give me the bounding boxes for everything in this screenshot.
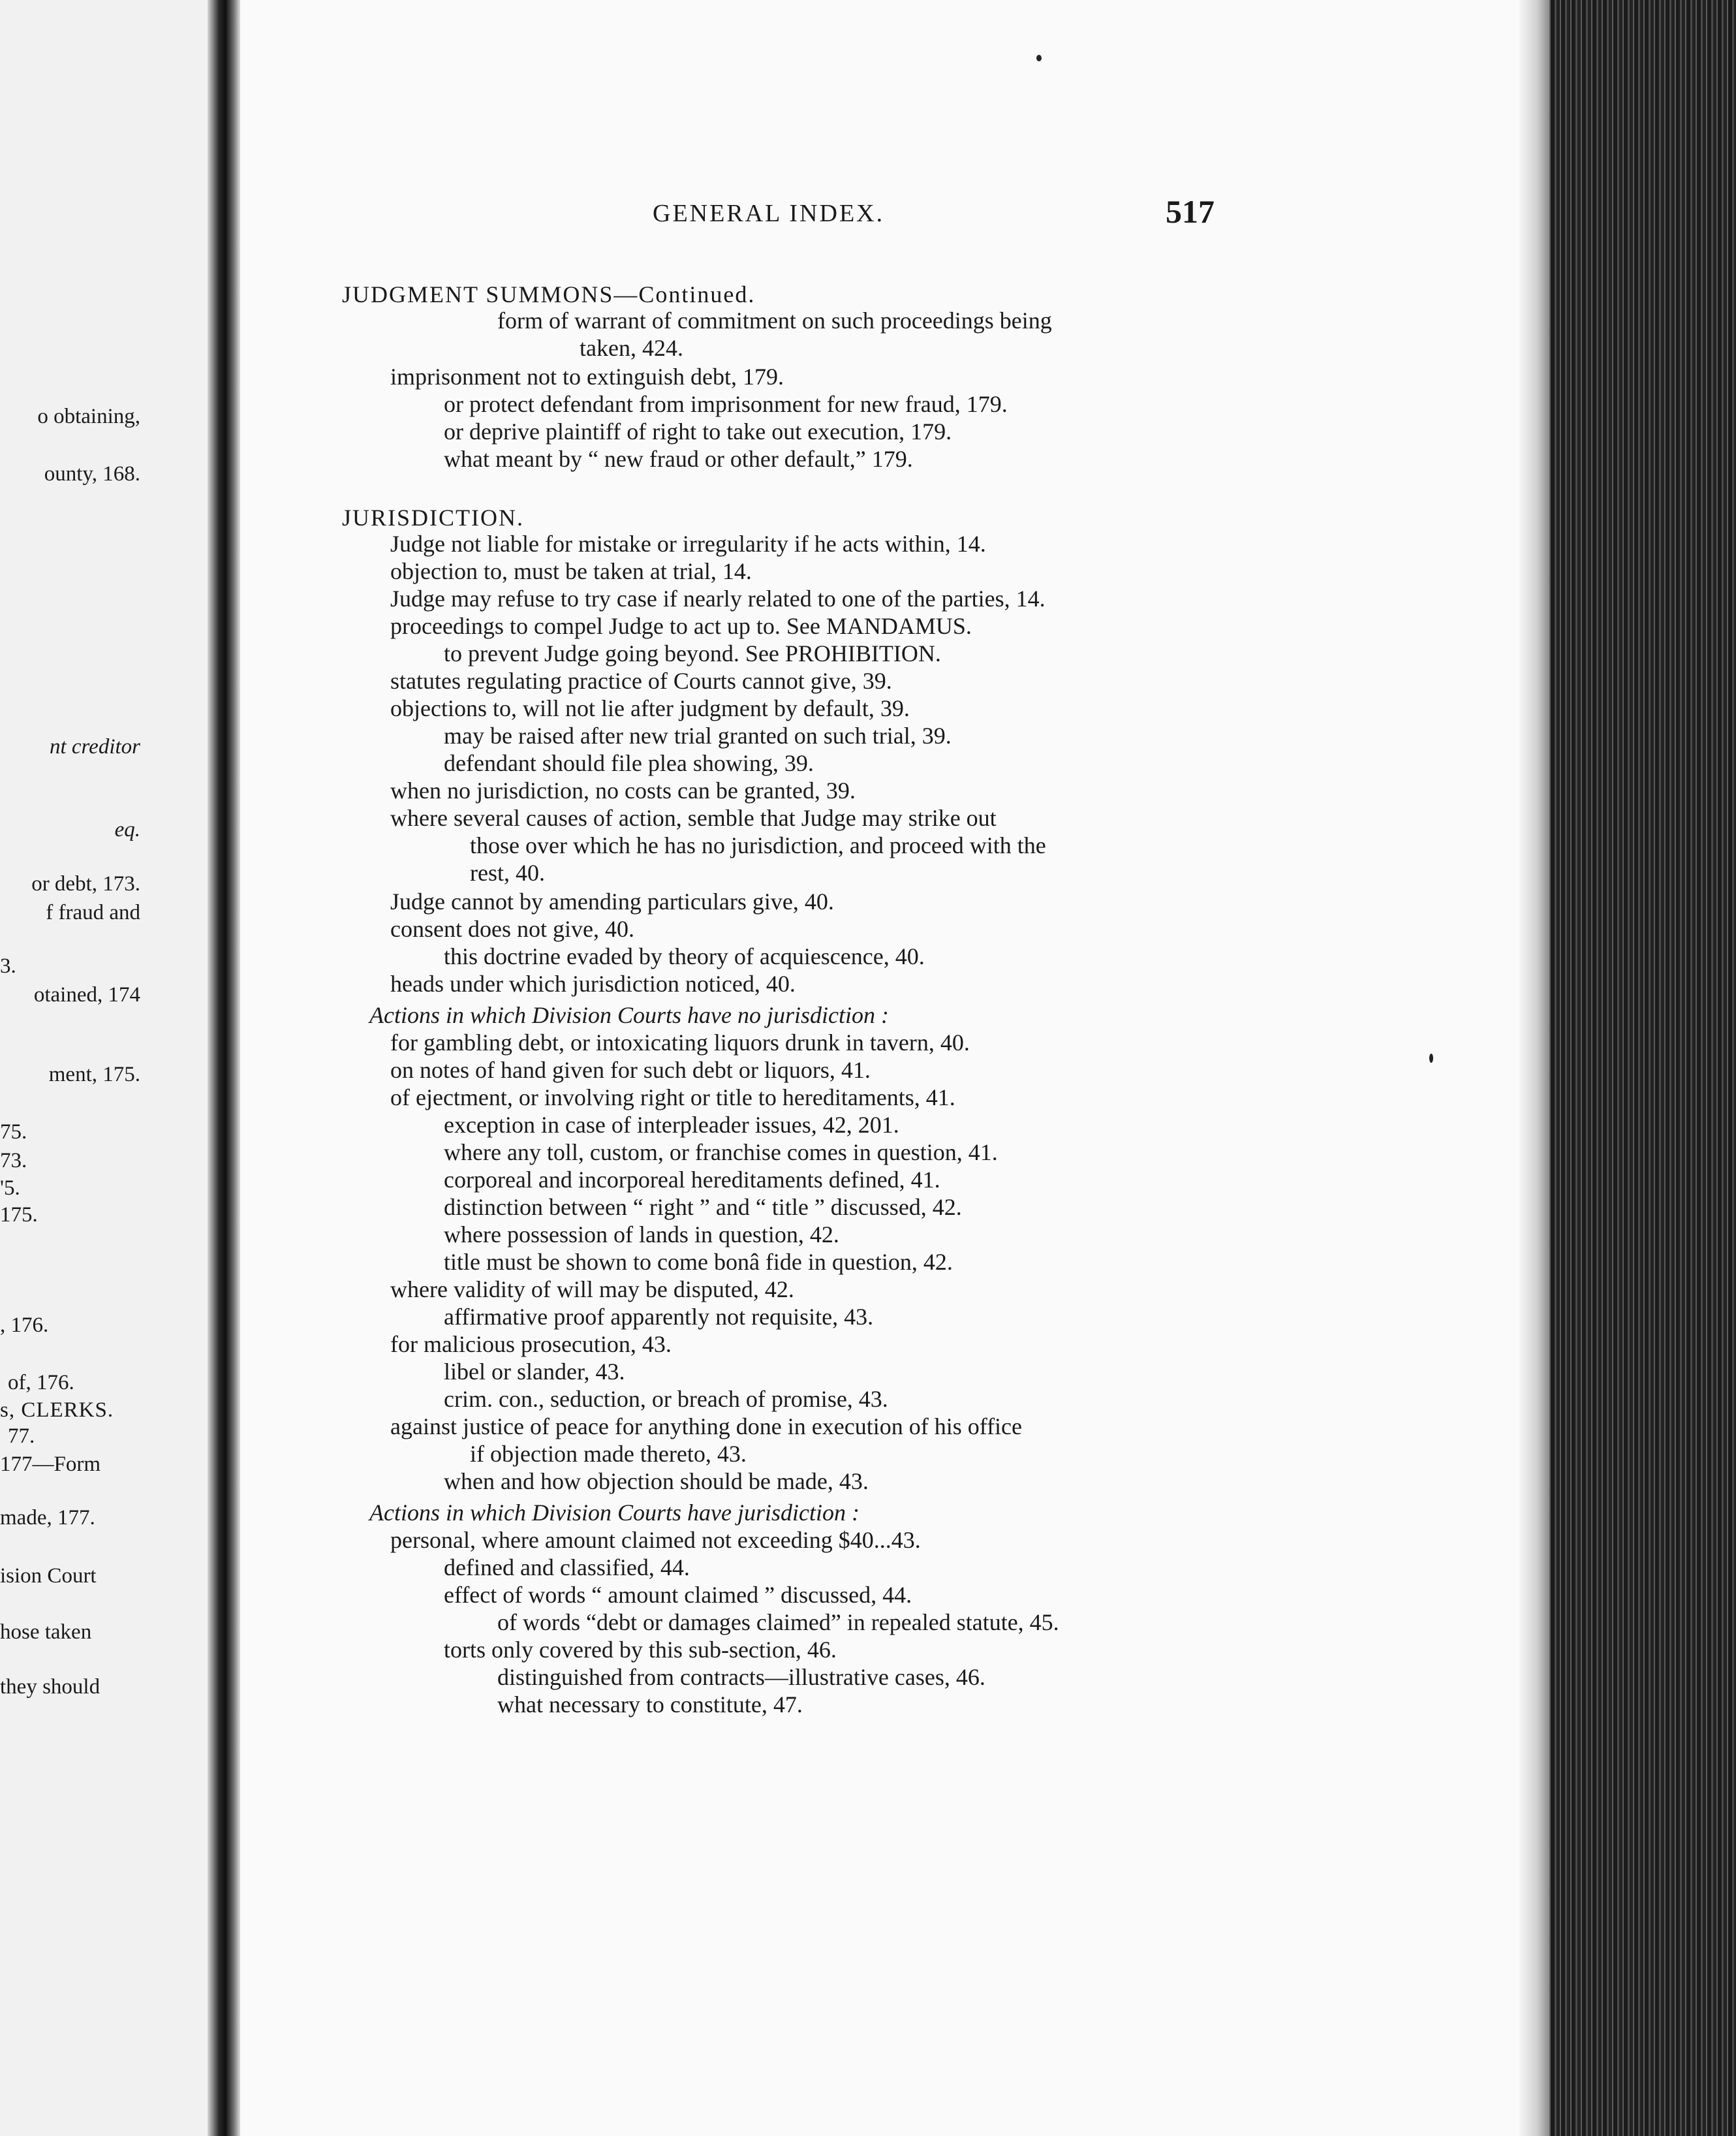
left-page bbox=[0, 0, 228, 2136]
left-margin-fragment: otained, 174 bbox=[33, 983, 140, 1007]
index-heading: JUDGMENT SUMMONS—Continued. bbox=[342, 281, 756, 307]
index-entry: those over which he has no jurisdiction, and proceed with the bbox=[470, 832, 1046, 858]
index-entry: or protect defendant from imprisonment for new fraud, 179. bbox=[444, 391, 1008, 417]
index-entry: for malicious prosecution, 43. bbox=[390, 1331, 672, 1357]
index-entry: distinction between “ right ” and “ title ” discussed, 42. bbox=[444, 1194, 962, 1220]
left-margin-fragment: of, 176. bbox=[8, 1371, 74, 1394]
page-number: 517 bbox=[1166, 193, 1215, 230]
left-margin-fragment: nt creditor bbox=[49, 735, 140, 759]
index-entry: crim. con., seduction, or breach of promise, 43. bbox=[444, 1386, 888, 1412]
left-margin-fragment: eq. bbox=[114, 818, 140, 841]
index-entry: imprisonment not to extinguish debt, 179. bbox=[390, 364, 784, 390]
index-entry: affirmative proof apparently not requisite, 43. bbox=[444, 1304, 874, 1330]
left-margin-fragment: 73. bbox=[0, 1149, 27, 1172]
print-speck bbox=[1036, 55, 1042, 61]
index-heading: JURISDICTION. bbox=[342, 505, 525, 531]
index-entry: libel or slander, 43. bbox=[444, 1359, 625, 1385]
index-entry: Judge cannot by amending particulars give, 40. bbox=[390, 888, 834, 915]
index-entry: proceedings to compel Judge to act up to. See MANDAMUS. bbox=[390, 613, 972, 639]
book-gutter bbox=[208, 0, 240, 2136]
index-entry: for gambling debt, or intoxicating liquors drunk in tavern, 40. bbox=[390, 1029, 970, 1056]
left-margin-fragment: 75. bbox=[0, 1120, 27, 1144]
index-entry: Judge may refuse to try case if nearly related to one of the parties, 14. bbox=[390, 586, 1046, 612]
left-margin-fragment: '5. bbox=[0, 1176, 20, 1200]
left-margin-fragment: o obtaining, bbox=[37, 405, 140, 428]
index-entry: when and how objection should be made, 43. bbox=[444, 1468, 869, 1494]
index-entry: defined and classified, 44. bbox=[444, 1554, 690, 1580]
index-entry: taken, 424. bbox=[580, 335, 683, 361]
index-entry: defendant should file plea showing, 39. bbox=[444, 750, 814, 776]
left-margin-fragment: ision Court bbox=[0, 1564, 97, 1588]
index-entry: this doctrine evaded by theory of acquiescence, 40. bbox=[444, 943, 925, 969]
index-entry: consent does not give, 40. bbox=[390, 916, 634, 942]
left-margin-fragment: 77. bbox=[8, 1424, 35, 1448]
index-entry: on notes of hand given for such debt or liquors, 41. bbox=[390, 1057, 871, 1083]
left-margin-fragment: they should bbox=[0, 1675, 101, 1699]
page-edge-highlight bbox=[1519, 0, 1549, 2136]
left-margin-fragment: s, CLERKS. bbox=[0, 1398, 114, 1422]
index-entry: corporeal and incorporeal hereditaments defined, 41. bbox=[444, 1167, 940, 1193]
left-margin-fragment: 177—Form bbox=[0, 1453, 101, 1476]
index-subheading: Actions in which Division Courts have jurisdiction : bbox=[369, 1500, 860, 1526]
left-margin-fragment: hose taken bbox=[0, 1620, 92, 1644]
page-edges bbox=[1519, 0, 1736, 2136]
print-speck bbox=[1429, 1054, 1433, 1063]
index-entry: objections to, will not lie after judgment by default, 39. bbox=[390, 695, 910, 721]
index-entry: distinguished from contracts—illustrative cases, 46. bbox=[497, 1664, 985, 1690]
left-margin-fragment: 175. bbox=[0, 1203, 38, 1227]
index-entry: or deprive plaintiff of right to take out execution, 179. bbox=[444, 418, 952, 445]
index-entry: when no jurisdiction, no costs can be granted, 39. bbox=[390, 777, 856, 804]
index-entry: exception in case of interpleader issues, 42, 201. bbox=[444, 1112, 899, 1138]
index-entry: heads under which jurisdiction noticed, 40. bbox=[390, 971, 796, 997]
index-entry: where several causes of action, semble that Judge may strike out bbox=[390, 805, 997, 831]
left-margin-fragment: ounty, 168. bbox=[44, 462, 140, 486]
index-entry: Judge not liable for mistake or irregularity if he acts within, 14. bbox=[390, 531, 986, 557]
index-entry: may be raised after new trial granted on such trial, 39. bbox=[444, 723, 952, 749]
left-margin-fragment: f fraud and bbox=[46, 901, 140, 924]
index-entry: personal, where amount claimed not exceeding $40...43. bbox=[390, 1527, 921, 1553]
index-entry: title must be shown to come bonâ fide in question, 42. bbox=[444, 1249, 953, 1275]
index-entry: of words “debt or damages claimed” in repealed statute, 45. bbox=[497, 1609, 1059, 1635]
left-margin-fragment: ment, 175. bbox=[48, 1063, 140, 1086]
index-entry: where possession of lands in question, 42. bbox=[444, 1221, 839, 1248]
index-entry: statutes regulating practice of Courts cannot give, 39. bbox=[390, 668, 892, 694]
index-entry: torts only covered by this sub-section, 46. bbox=[444, 1637, 837, 1663]
index-entry: where any toll, custom, or franchise comes in question, 41. bbox=[444, 1139, 998, 1165]
left-margin-fragment: , 176. bbox=[0, 1313, 49, 1337]
left-margin-fragment: 3. bbox=[0, 954, 16, 978]
index-entry: objection to, must be taken at trial, 14. bbox=[390, 558, 752, 584]
left-margin-fragment: or debt, 173. bbox=[31, 872, 140, 896]
index-entry: rest, 40. bbox=[470, 860, 545, 886]
left-margin-fragment: made, 177. bbox=[0, 1506, 95, 1530]
index-entry: to prevent Judge going beyond. See PROHIBITION. bbox=[444, 640, 941, 667]
index-entry: what necessary to constitute, 47. bbox=[497, 1691, 803, 1718]
running-head: GENERAL INDEX. bbox=[653, 200, 885, 227]
index-entry: against justice of peace for anything done in execution of his office bbox=[390, 1413, 1023, 1439]
index-subheading: Actions in which Division Courts have no jurisdiction : bbox=[369, 1002, 889, 1028]
index-entry: effect of words “ amount claimed ” discussed, 44. bbox=[444, 1582, 912, 1608]
index-entry: where validity of will may be disputed, 42. bbox=[390, 1276, 794, 1302]
index-entry: of ejectment, or involving right or title to hereditaments, 41. bbox=[390, 1084, 955, 1110]
index-entry: if objection made thereto, 43. bbox=[470, 1441, 747, 1467]
index-entry: what meant by “ new fraud or other default,” 179. bbox=[444, 446, 913, 472]
index-entry: form of warrant of commitment on such proceedings being bbox=[497, 307, 1052, 334]
